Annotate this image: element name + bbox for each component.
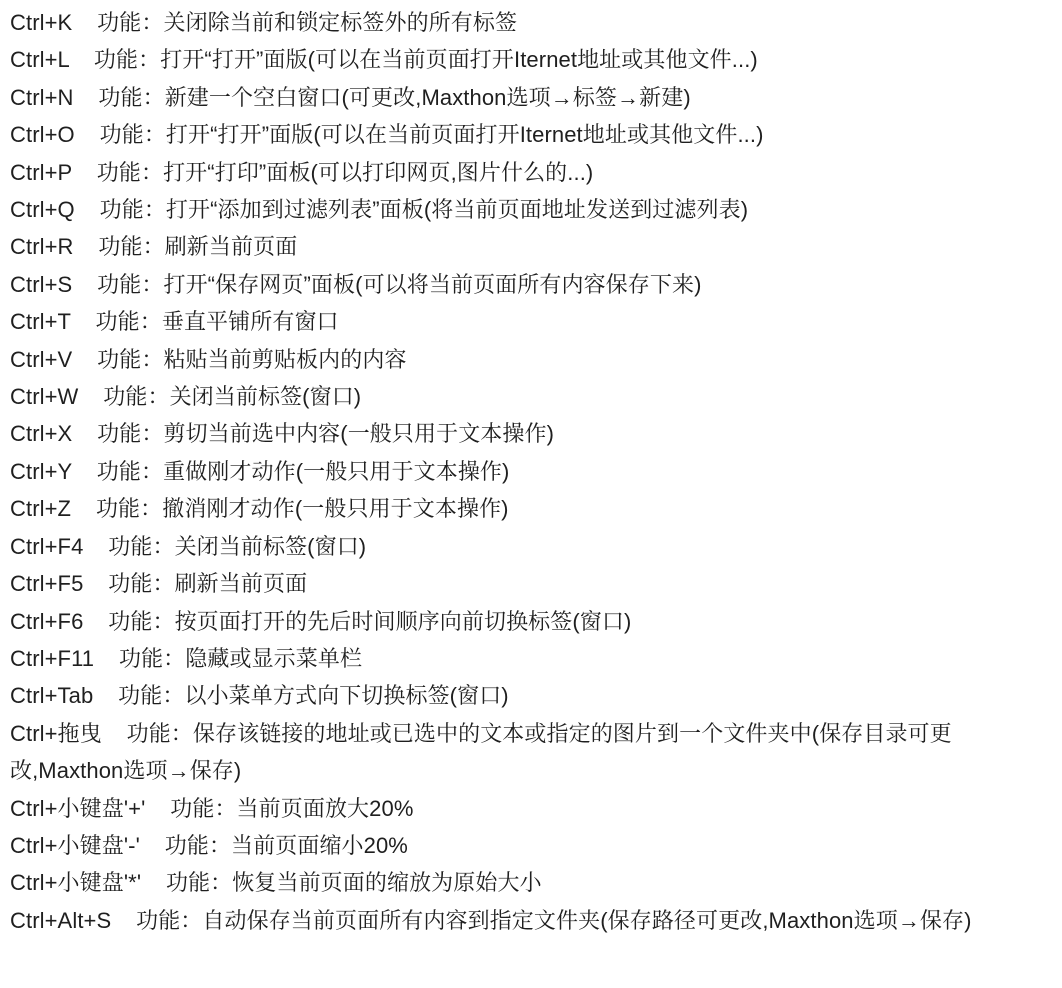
list-item: Ctrl+F11 功能：隐藏或显示菜单栏 (10, 645, 363, 671)
list-item: Ctrl+V 功能：粘贴当前剪贴板内的内容 (10, 346, 407, 372)
list-item: Ctrl+X 功能：剪切当前选中内容(一般只用于文本操作) (10, 421, 555, 447)
list-item: Ctrl+拖曳 功能：保存该链接的地址或已选中的文本或指定的图片到一个文件夹中(保存目录可更改,Maxthon选项→保存) (10, 720, 952, 784)
list-item: Ctrl+K 功能：关闭除当前和锁定标签外的所有标签 (10, 10, 518, 35)
list-item: Ctrl+Tab 功能：以小菜单方式向下切换标签(窗口) (10, 683, 509, 709)
list-item: Ctrl+R 功能：刷新当前页面 (10, 234, 298, 260)
list-item: Ctrl+小键盘'+' 功能：当前页面放大20% (10, 795, 414, 821)
list-item: Ctrl+F5 功能：刷新当前页面 (10, 571, 308, 597)
list-item: Ctrl+P 功能：打开“打印”面板(可以打印网页,图片什么的...) (10, 159, 594, 185)
list-item: Ctrl+T 功能：垂直平铺所有窗口 (10, 309, 339, 335)
list-item: Ctrl+Q 功能：打开“添加到过滤列表”面板(将当前页面地址发送到过滤列表) (10, 197, 749, 223)
list-item: Ctrl+W 功能：关闭当前标签(窗口) (10, 384, 362, 410)
list-item: Ctrl+O 功能：打开“打开”面版(可以在当前页面打开Iternet地址或其他文件...) (10, 122, 764, 148)
list-item: Ctrl+Z 功能：撤消刚才动作(一般只用于文本操作) (10, 496, 509, 522)
list-item: Ctrl+F4 功能：关闭当前标签(窗口) (10, 533, 367, 559)
list-item: Ctrl+L 功能：打开“打开”面版(可以在当前页面打开Iternet地址或其他文件...) (10, 47, 758, 73)
list-item: Ctrl+Alt+S 功能：自动保存当前页面所有内容到指定文件夹(保存路径可更改,Maxthon选项→保存) (10, 907, 972, 933)
list-item: Ctrl+小键盘'*' 功能：恢复当前页面的缩放为原始大小 (10, 870, 542, 896)
list-item: Ctrl+F6 功能：按页面打开的先后时间顺序向前切换标签(窗口) (10, 608, 632, 634)
list-item: Ctrl+N 功能：新建一个空白窗口(可更改,Maxthon选项→标签→新建) (10, 84, 691, 110)
list-item: Ctrl+Y 功能：重做刚才动作(一般只用于文本操作) (10, 458, 510, 484)
list-item: Ctrl+小键盘'-' 功能：当前页面缩小20% (10, 832, 408, 858)
list-item: Ctrl+S 功能：打开“保存网页”面板(可以将当前页面所有内容保存下来) (10, 271, 702, 297)
